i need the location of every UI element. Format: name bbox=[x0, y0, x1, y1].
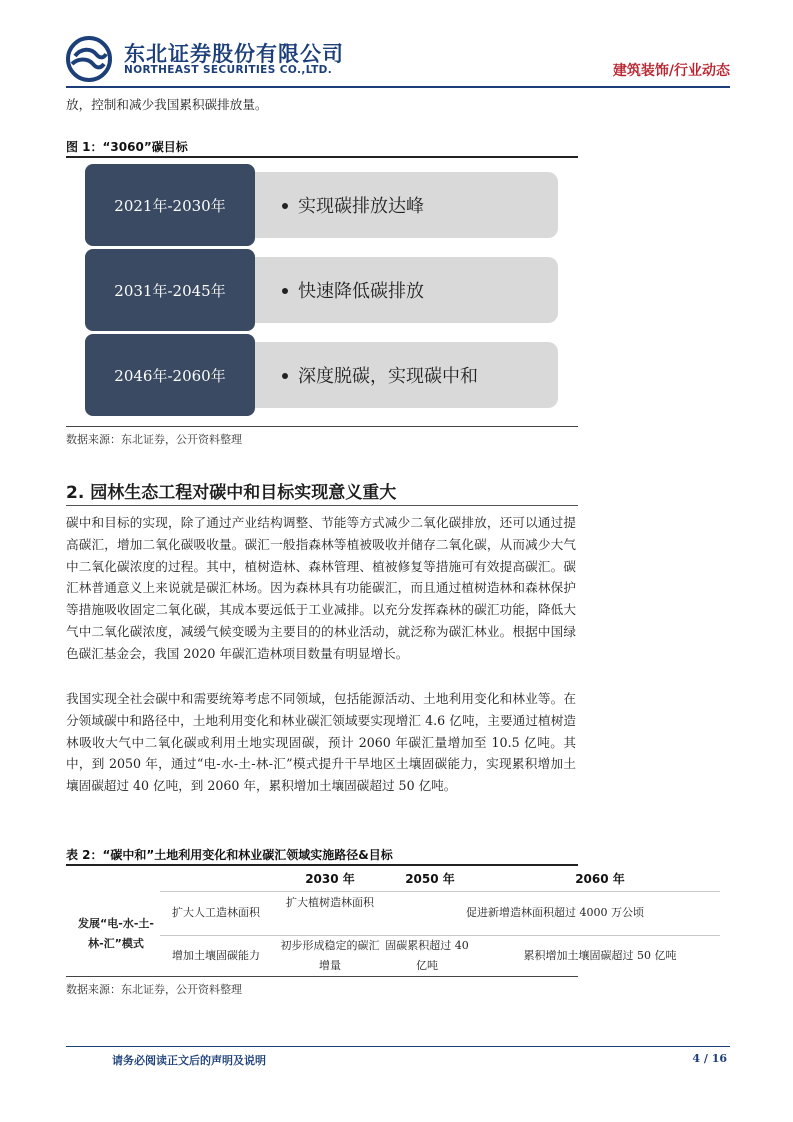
table-cell: 初步形成稳定的碳汇增量 bbox=[280, 939, 380, 972]
section-divider bbox=[66, 505, 578, 506]
northeast-securities-logo-icon bbox=[66, 36, 112, 82]
page-number: 4 / 16 bbox=[692, 1052, 727, 1065]
footer-divider bbox=[66, 1046, 730, 1047]
figure-bottom-rule bbox=[66, 426, 578, 427]
table-cell: 扩大植树造林面积 bbox=[286, 896, 374, 909]
timeline-period: 2031年-2045年 bbox=[85, 249, 255, 331]
header-divider bbox=[66, 86, 730, 88]
table-cell: 累积增加土壤固碳超过 50 亿吨 bbox=[523, 949, 677, 962]
table-cell: 促进新增造林面积超过 4000 万公顷 bbox=[466, 906, 644, 919]
table-row-group-label: 发展“电-水-土-林-汇”模式 bbox=[78, 917, 154, 950]
timeline-goal: 实现碳排放达峰 bbox=[298, 196, 424, 217]
bullet-icon bbox=[282, 203, 288, 209]
section-heading: 2. 园林生态工程对碳中和目标实现意义重大 bbox=[66, 483, 397, 503]
bullet-icon bbox=[282, 373, 288, 379]
table-cell: 固碳累积超过 40 亿吨 bbox=[385, 939, 469, 972]
table-top-rule bbox=[66, 864, 578, 866]
table-header-2030: 2030 年 bbox=[305, 872, 355, 886]
company-name-cn: 东北证券股份有限公司 bbox=[124, 42, 344, 66]
timeline-goal: 深度脱碳，实现碳中和 bbox=[298, 366, 478, 387]
footer-disclaimer: 请务必阅读正文后的声明及说明 bbox=[112, 1054, 266, 1067]
timeline-period: 2046年-2060年 bbox=[85, 334, 255, 416]
table-cell: 扩大人工造林面积 bbox=[172, 906, 260, 919]
table-title: 表 2：“碳中和”土地利用变化和林业碳汇领域实施路径&目标 bbox=[66, 848, 393, 862]
figure-top-rule bbox=[66, 156, 578, 158]
table-header-2050: 2050 年 bbox=[405, 872, 455, 886]
table-cell: 增加土壤固碳能力 bbox=[172, 949, 260, 962]
company-name-en: NORTHEAST SECURITIES CO.,LTD. bbox=[124, 64, 333, 76]
table-bottom-rule bbox=[66, 976, 578, 977]
report-category-tag: 建筑装饰/行业动态 bbox=[612, 63, 730, 79]
figure-source: 数据来源：东北证券，公开资料整理 bbox=[66, 433, 242, 446]
page-header bbox=[66, 34, 730, 84]
body-paragraph: 碳中和目标的实现，除了通过产业结构调整、节能等方式减少二氧化碳排放，还可以通过提高碳汇，增加二氧化碳吸收量。碳汇一般指森林等植被吸收并储存二氧化碳，从而减少大气中二氧化碳浓度的过程。其中，植树造林、森林管理、植被修复等措施可有效提高碳汇。碳汇林普通意义上来说就是碳汇林场。因为森林具有功能碳汇，而且通过植树造林和森林保护等措施吸收固定二氧化碳，其成本要远低于工业减排。以充分发挥森林的碳汇功能，降低大气中二氧化碳浓度，减缓气候变暖为主要目的的林业活动，就泛称为碳汇林业。根据中国绿色碳汇基金会，我国 2020 年碳汇造林项目数量有明显增长。 bbox=[66, 515, 576, 661]
timeline-goal: 快速降低碳排放 bbox=[298, 281, 424, 302]
timeline-period: 2021年-2030年 bbox=[85, 164, 255, 246]
table-row-divider bbox=[160, 891, 720, 892]
table-header-2060: 2060 年 bbox=[575, 872, 625, 886]
figure-title: 图 1：“3060”碳目标 bbox=[66, 140, 188, 154]
table-source: 数据来源：东北证券，公开资料整理 bbox=[66, 983, 242, 996]
body-paragraph: 我国实现全社会碳中和需要统筹考虑不同领域，包括能源活动、土地利用变化和林业等。在分领域碳中和路径中，土地利用变化和林业碳汇领域要实现增汇 4.6 亿吨，主要通过植树造林吸收大气中二氧化碳或利用土地实现固碳，预计 2060 年碳汇量增加至 10.5 亿吨。其中，到 2050 年，通过“电-水-土-林-汇”模式提升干旱地区土壤固碳能力，实现累积增加土壤固碳超过 40 亿吨，到 2060 年，累积增加土壤固碳超过 50 亿吨。 bbox=[66, 691, 576, 794]
intro-paragraph: 放，控制和减少我国累积碳排放量。 bbox=[66, 97, 268, 112]
bullet-icon bbox=[282, 288, 288, 294]
